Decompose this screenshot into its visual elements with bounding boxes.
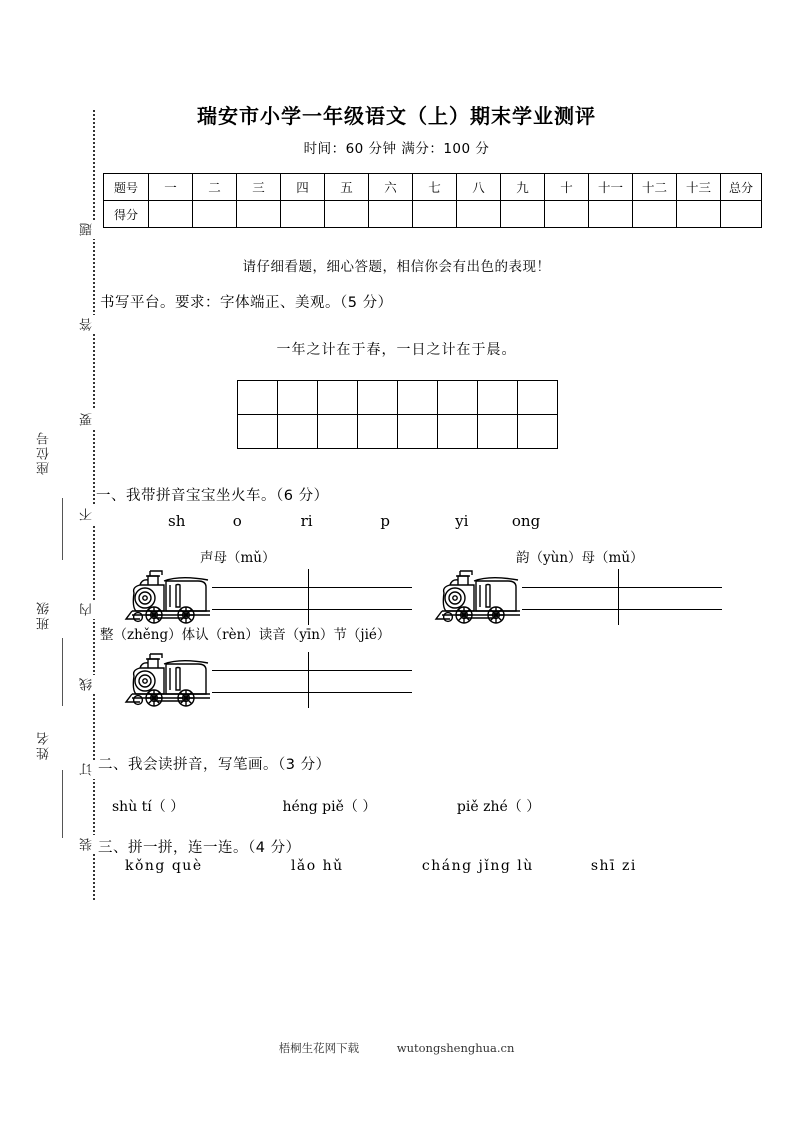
q3-item-0[interactable]: kǒng què bbox=[125, 858, 203, 874]
score-cell-total[interactable] bbox=[721, 201, 762, 228]
train-rail-top bbox=[212, 587, 412, 588]
page-title: 瑞安市小学一年级语文（上）期末学业测评 bbox=[197, 104, 596, 128]
exam-notice: 请仔细看题，细心答题，相信你会有出色的表现！ bbox=[242, 259, 551, 275]
seal-char-7: 装 bbox=[81, 835, 107, 854]
question-1-pinyin-row bbox=[168, 512, 540, 530]
writing-cell[interactable] bbox=[238, 381, 278, 415]
train-rail-bottom bbox=[522, 609, 722, 610]
score-cell-8[interactable] bbox=[501, 201, 545, 228]
field-label-name: 姓名 bbox=[37, 730, 52, 760]
seal-char-3: 不 bbox=[81, 505, 107, 524]
score-cell-12[interactable] bbox=[677, 201, 721, 228]
col-header-3: 四 bbox=[281, 174, 325, 201]
field-rule-seat bbox=[62, 498, 63, 560]
question-3-heading: 三、拼一拼，连一连。（4 分） bbox=[98, 840, 301, 856]
writing-cell[interactable] bbox=[318, 381, 358, 415]
q2-item-2[interactable]: piě zhé（ ） bbox=[456, 799, 541, 815]
train-answer-area-finals[interactable] bbox=[430, 565, 725, 627]
score-cell-7[interactable] bbox=[457, 201, 501, 228]
col-header-5: 六 bbox=[369, 174, 413, 201]
seal-char-5: 线 bbox=[81, 675, 107, 694]
score-cell-1[interactable] bbox=[193, 201, 237, 228]
writing-cell[interactable] bbox=[318, 415, 358, 449]
score-cell-3[interactable] bbox=[281, 201, 325, 228]
score-cell-11[interactable] bbox=[633, 201, 677, 228]
col-header-11: 十二 bbox=[633, 174, 677, 201]
question-2-heading: 二、我会读拼音，写笔画。（3 分） bbox=[98, 757, 331, 773]
score-cell-6[interactable] bbox=[413, 201, 457, 228]
seal-char-0: 题 bbox=[81, 220, 107, 239]
col-header-10: 十一 bbox=[589, 174, 633, 201]
question-1-label-whole-syllables: 整（zhěng）体认（rèn）读音（yīn）节（jié） bbox=[100, 627, 391, 643]
pinyin-o: o bbox=[232, 512, 242, 530]
pinyin-p: p bbox=[380, 512, 390, 530]
sealing-band bbox=[18, 110, 98, 900]
pinyin-ri: ri bbox=[300, 512, 313, 530]
seal-char-1: 答 bbox=[81, 315, 107, 334]
col-header-total: 总分 bbox=[721, 174, 762, 201]
col-header-12: 十三 bbox=[677, 174, 721, 201]
pinyin-yi: yi bbox=[455, 512, 469, 530]
train-icon bbox=[430, 567, 526, 625]
table-row-question-numbers bbox=[104, 174, 762, 201]
q3-item-1[interactable]: lǎo hǔ bbox=[290, 858, 344, 874]
train-answer-area-whole-syllables[interactable] bbox=[120, 648, 415, 710]
score-table bbox=[103, 173, 762, 228]
col-header-2: 三 bbox=[237, 174, 281, 201]
q3-item-3[interactable]: shī zi bbox=[590, 858, 637, 874]
writing-cell[interactable] bbox=[278, 381, 318, 415]
q2-item-1[interactable]: héng piě（ ） bbox=[282, 799, 377, 815]
field-rule-name bbox=[62, 770, 63, 838]
seal-char-2: 要 bbox=[81, 410, 107, 429]
writing-grid-row bbox=[238, 381, 558, 415]
field-label-seat: 座位号 bbox=[37, 430, 52, 475]
writing-cell[interactable] bbox=[478, 381, 518, 415]
pinyin-ong: ong bbox=[511, 512, 541, 530]
col-header-4: 五 bbox=[325, 174, 369, 201]
writing-cell[interactable] bbox=[398, 415, 438, 449]
pinyin-sh: sh bbox=[168, 512, 186, 530]
field-label-class: 班级 bbox=[37, 600, 52, 630]
seal-char-4: 内 bbox=[81, 600, 107, 619]
writing-sample-text: 一年之计在于春，一日之计在于晨。 bbox=[276, 342, 517, 358]
train-answer-area-initials[interactable] bbox=[120, 565, 415, 627]
q3-item-2[interactable]: cháng jǐng lù bbox=[421, 858, 534, 874]
field-rule-class bbox=[62, 638, 63, 706]
writing-cell[interactable] bbox=[238, 415, 278, 449]
train-rail-top bbox=[212, 670, 412, 671]
row-label-question: 题号 bbox=[104, 174, 149, 201]
score-cell-10[interactable] bbox=[589, 201, 633, 228]
train-icon bbox=[120, 567, 216, 625]
col-header-9: 十 bbox=[545, 174, 589, 201]
footer-site-name: 梧桐生花网下载 bbox=[278, 1041, 360, 1055]
train-crossbar bbox=[308, 652, 309, 708]
col-header-0: 一 bbox=[149, 174, 193, 201]
writing-cell[interactable] bbox=[438, 415, 478, 449]
writing-cell[interactable] bbox=[278, 415, 318, 449]
writing-cell[interactable] bbox=[358, 415, 398, 449]
train-icon bbox=[120, 650, 216, 708]
footer-watermark bbox=[0, 1040, 793, 1056]
train-crossbar bbox=[308, 569, 309, 625]
train-rail-bottom bbox=[212, 609, 412, 610]
train-rail-bottom bbox=[212, 692, 412, 693]
writing-cell[interactable] bbox=[398, 381, 438, 415]
q2-item-0[interactable]: shù tí（ ） bbox=[112, 799, 185, 815]
score-cell-4[interactable] bbox=[325, 201, 369, 228]
footer-url: wutongshenghua.cn bbox=[396, 1041, 515, 1055]
question-1-label-initials: 声母（mǔ） bbox=[200, 550, 276, 566]
writing-cell[interactable] bbox=[518, 415, 558, 449]
writing-cell[interactable] bbox=[358, 381, 398, 415]
writing-section-heading: 书写平台。要求：字体端正、美观。（5 分） bbox=[100, 295, 393, 311]
question-1-label-finals: 韵（yùn）母（mǔ） bbox=[516, 550, 644, 566]
train-crossbar bbox=[618, 569, 619, 625]
col-header-6: 七 bbox=[413, 174, 457, 201]
col-header-1: 二 bbox=[193, 174, 237, 201]
writing-cell[interactable] bbox=[438, 381, 478, 415]
writing-grid-row bbox=[238, 415, 558, 449]
question-2-items bbox=[112, 796, 540, 816]
col-header-7: 八 bbox=[457, 174, 501, 201]
page-subtitle: 时间：60 分钟 满分：100 分 bbox=[303, 141, 490, 157]
writing-cell[interactable] bbox=[478, 415, 518, 449]
writing-grid[interactable] bbox=[237, 380, 558, 449]
table-row-scores bbox=[104, 201, 762, 228]
train-rail-top bbox=[522, 587, 722, 588]
score-cell-0[interactable] bbox=[149, 201, 193, 228]
question-1-heading: 一、我带拼音宝宝坐火车。（6 分） bbox=[96, 488, 329, 504]
seal-char-6: 订 bbox=[81, 760, 107, 779]
score-cell-9[interactable] bbox=[545, 201, 589, 228]
row-label-score: 得分 bbox=[104, 201, 149, 228]
col-header-8: 九 bbox=[501, 174, 545, 201]
question-3-items bbox=[125, 858, 637, 874]
score-cell-2[interactable] bbox=[237, 201, 281, 228]
score-cell-5[interactable] bbox=[369, 201, 413, 228]
writing-cell[interactable] bbox=[518, 381, 558, 415]
